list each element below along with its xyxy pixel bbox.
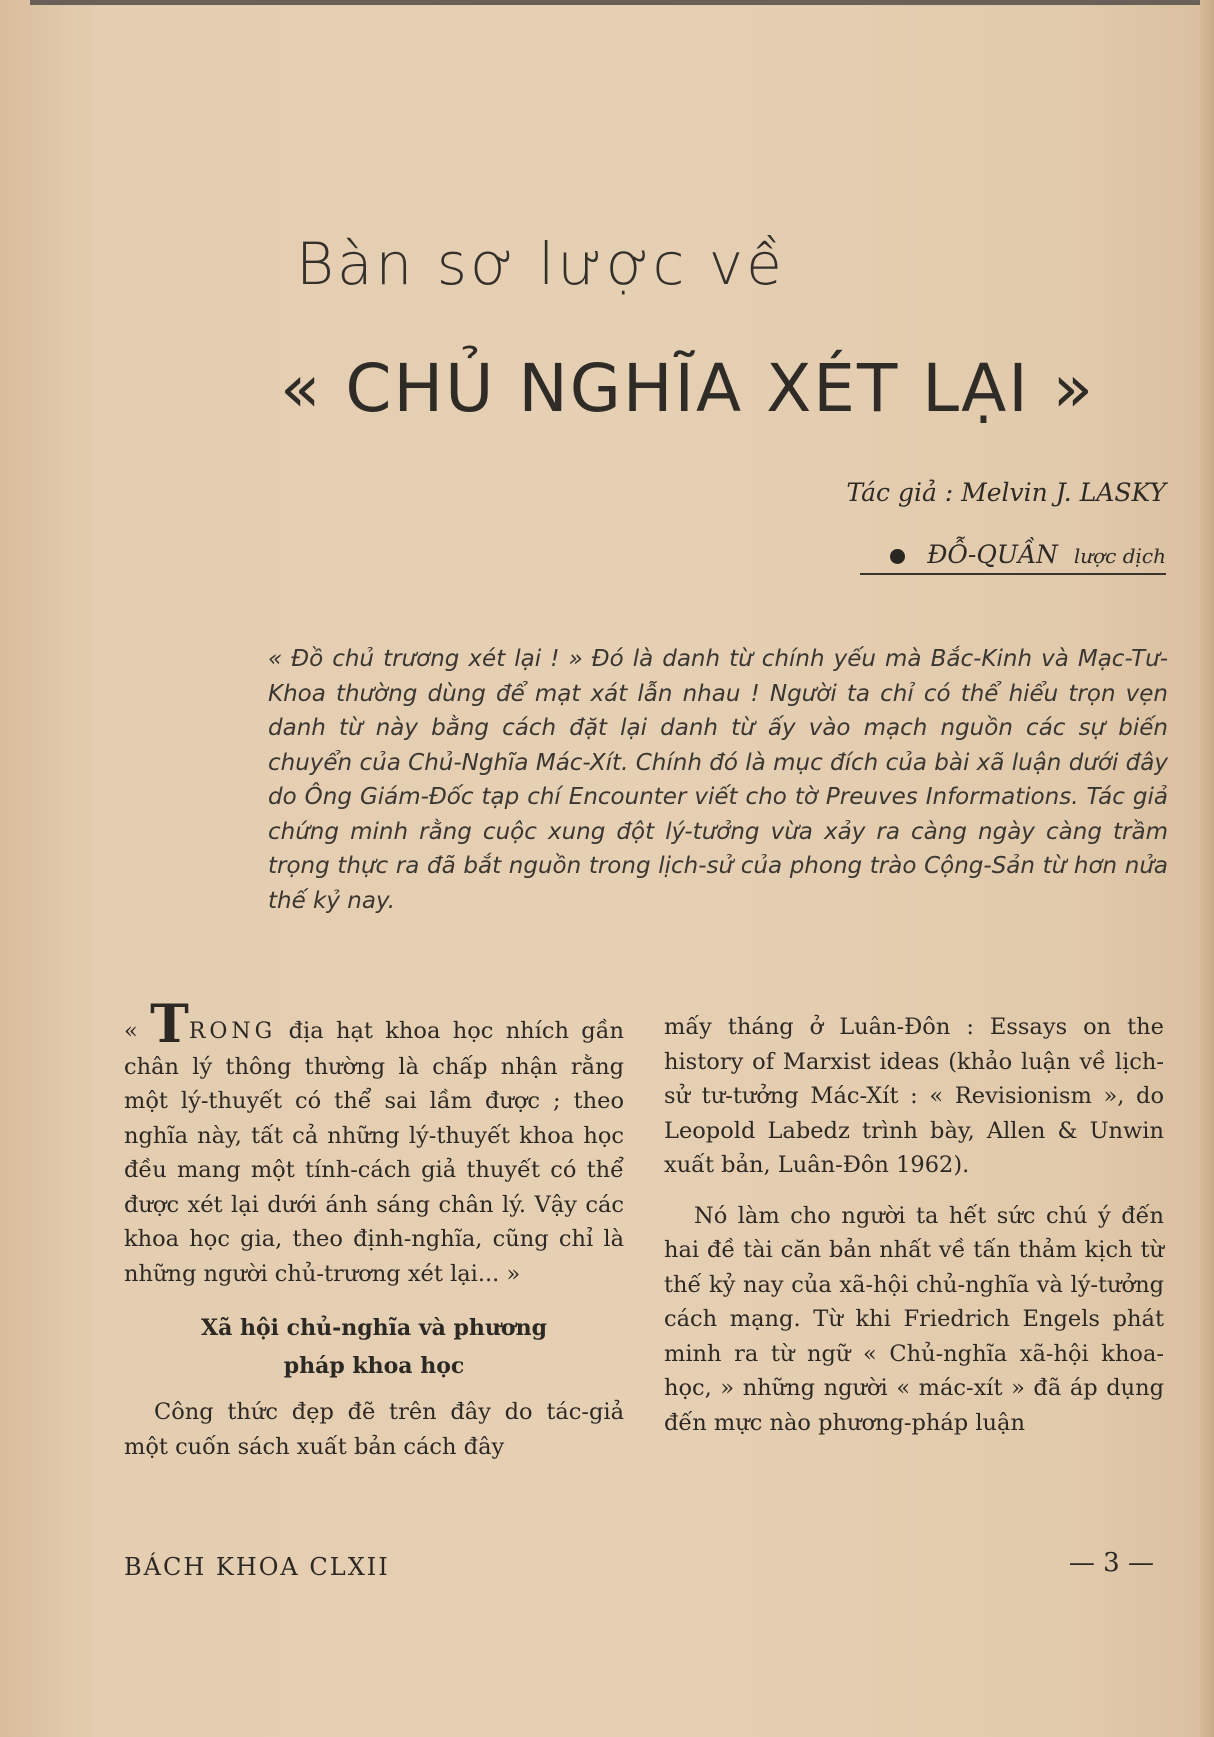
bullet-icon	[890, 549, 905, 564]
publication-footer: BÁCH KHOA CLXII	[124, 1553, 390, 1581]
subheading-line-2: pháp khoa học	[283, 1353, 465, 1379]
right-paragraph-2: Nó làm cho người ta hết sức chú ý đến hai đề tài căn bản nhất về tấn thảm kịch từ thế kỷ nay của xã-hội chủ-nghĩa và lý-tưởng cách mạng. Từ khi Friedrich Engels phát minh ra từ ngữ « Chủ-nghĩa xã-hội khoa-học, » những người « mác-xít » đã áp dụng đến mực nào phương-pháp luận	[664, 1202, 1164, 1436]
translator-role: lược dịch	[1073, 544, 1166, 568]
open-quote: «	[124, 1018, 151, 1044]
translator-name: ĐỖ-QUẦN	[927, 540, 1058, 569]
lead-word: RONG	[188, 1019, 277, 1044]
author-credit: Tác giả : Melvin J. LASKY	[846, 478, 1166, 507]
right-column	[664, 1010, 1164, 1440]
page-right-edge	[1200, 0, 1214, 1737]
right-paragraph-1: mấy tháng ở Luân-Đôn : Essays on the history of Marxist ideas (khảo luận về lịch-sử tư-tưởng Mác-Xít : « Revisionism », do Leopold Labedz trình bày, Allen & Unwin xuất bản, Luân-Đôn 1962).	[664, 1014, 1164, 1178]
page-number: — 3 —	[1068, 1548, 1154, 1578]
left-paragraph-1	[124, 994, 624, 1291]
left-paragraph-1-text: địa hạt khoa học nhích gần chân lý thông thường là chấp nhận rằng một lý-thuyết có thể sai lầm được ; theo nghĩa này, tất cả những lý-thuyết khoa học đều mang một tính-cách giả thuyết có thể được xét lại dưới ánh sáng chân lý. Vậy các khoa học gia, theo định-nghĩa, cũng chỉ là những người chủ-trương xét lại... »	[124, 1018, 624, 1287]
translator-credit	[860, 540, 1166, 575]
subheading-line-1: Xã hội chủ-nghĩa và phương	[201, 1315, 547, 1341]
left-paragraph-2: Công thức đẹp đẽ trên đây do tác-giả một cuốn sách xuất bản cách đây	[124, 1399, 624, 1460]
left-column	[124, 994, 624, 1464]
section-subheading	[124, 1309, 624, 1385]
drop-cap: T	[150, 994, 189, 1055]
intro-paragraph: « Đồ chủ trương xét lại ! » Đó là danh từ chính yếu mà Bắc-Kinh và Mạc-Tư-Khoa thường dùng để mạt xát lẫn nhau ! Người ta chỉ có thể hiểu trọn vẹn danh từ này bằng cách đặt lại danh từ ấy vào mạch nguồn các sự biến chuyển của Chủ-Nghĩa Mác-Xít. Chính đó là mục đích của bài xã luận dưới đây do Ông Giám-Đốc tạp chí Encounter viết cho tờ Preuves Informations. Tác giả chứng minh rằng cuộc xung đột lý-tưởng vừa xảy ra càng ngày càng trầm trọng thực ra đã bắt nguồn trong lịch-sử của phong trào Cộng-Sản từ hơn nửa thế kỷ nay.	[268, 646, 1168, 914]
title-line-2: « CHỦ NGHĨA XÉT LẠI »	[280, 350, 1096, 427]
title-line-1: Bàn sơ lược về	[296, 230, 785, 298]
top-edge-line	[30, 0, 1214, 5]
